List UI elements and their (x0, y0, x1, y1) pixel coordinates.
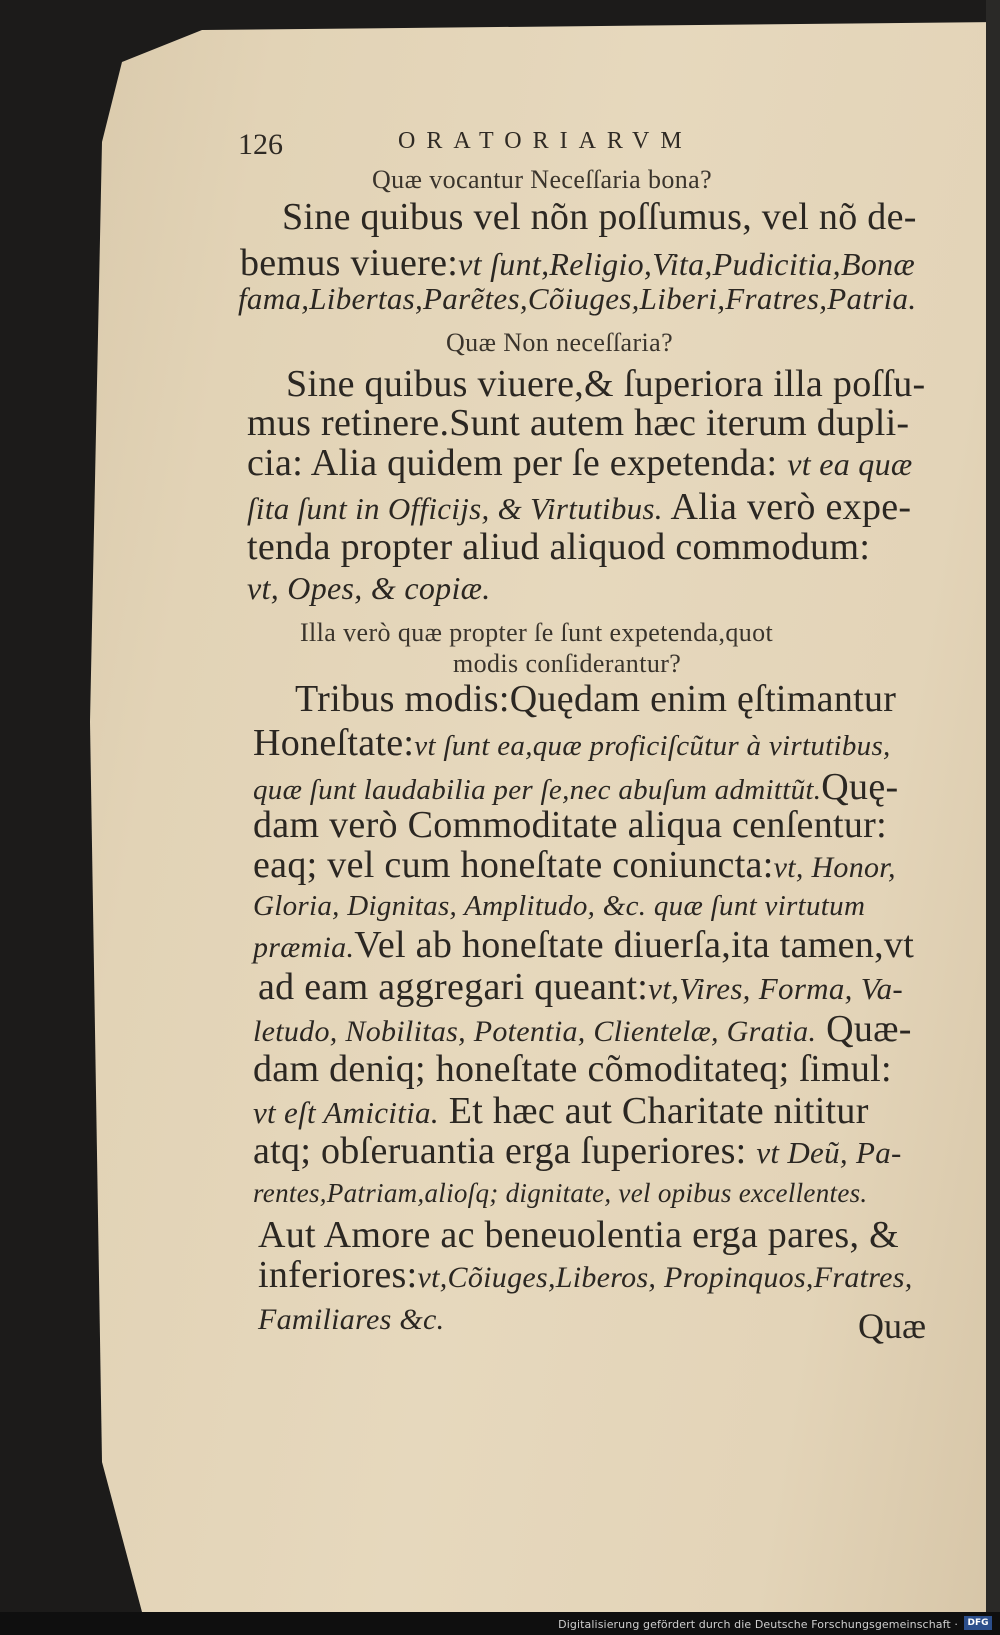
text-line (258, 1256, 970, 1294)
text-span-italic: vt,Cõiuges,Liberos, Propinquos,Fratres, (417, 1261, 913, 1294)
text-span: eaq; vel cum honeſtate coniuncta: (253, 844, 774, 886)
text-line (253, 1010, 965, 1048)
text-line (247, 444, 959, 482)
text-line: dam verò Commoditate aliqua cenſentur: (253, 804, 887, 846)
text-span-italic: vt ſunt,Religio,Vita,Pudicitia,Bonæ (458, 246, 916, 282)
text-span: ad eam aggregari queant: (258, 966, 649, 1008)
text-span-italic: vt eſt Amicitia. (253, 1095, 439, 1130)
text-span-italic: præmia. (253, 931, 355, 964)
page-number: 126 (238, 128, 283, 161)
text-span: Quæ- (826, 1008, 912, 1050)
catchword: Quæ (858, 1306, 927, 1346)
text-line: rentes,Patriam,alioſq; dignitate, vel opibus excellentes. (253, 1178, 868, 1208)
text-line: dam deniq; honeſtate cõmoditateq; ſimul: (253, 1048, 892, 1090)
text-span-italic: ſita ſunt in Officijs, & Virtutibus. (247, 491, 663, 526)
text-line (253, 926, 965, 964)
text-span-italic: letudo, Nobilitas, Potentia, Clientelæ, Gratia. (253, 1015, 817, 1048)
text-line (240, 244, 952, 282)
text-line: Aut Amore ac beneuolentia erga pares, & (258, 1214, 899, 1256)
text-span: atq; obſeruantia erga ſuperiores: (253, 1130, 747, 1172)
text-span: bemus viuere: (240, 242, 459, 284)
binding-edge (986, 0, 1000, 1635)
text-span-italic: vt ea quæ (787, 446, 913, 482)
text-span: Alia verò expe- (670, 486, 912, 528)
dfg-logo: DFG (964, 1616, 992, 1630)
text-span-italic: vt,Vires, Forma, Va- (648, 971, 903, 1006)
text-line (253, 724, 965, 762)
question-3-cont: modis conſiderantur? (453, 649, 682, 678)
text-line (253, 1092, 965, 1130)
text-line (253, 1132, 965, 1170)
text-line: Tribus modis:Quędam enim ęſtimantur (295, 678, 897, 720)
text-line (253, 846, 965, 884)
question-3: Illa verò quæ propter ſe ſunt expetenda,quot (300, 618, 774, 647)
running-head: ORATORIARVM (398, 128, 693, 154)
text-line: mus retinere.Sunt autem hæc iterum dupli- (247, 402, 910, 444)
text-line (247, 488, 959, 526)
text-span-italic: vt Deũ, Pa- (756, 1135, 902, 1170)
text-line: fama,Libertas,Parẽtes,Cõiuges,Liberi,Fratres,Patria. (238, 281, 917, 316)
text-line: vt, Opes, & copiæ. (247, 570, 491, 606)
text-span-italic: vt, Honor, (773, 851, 896, 884)
text-span: Vel ab honeſtate diuerſa,ita tamen,vt (354, 924, 915, 966)
question-2: Quæ Non neceſſaria? (446, 328, 674, 357)
text-span-italic: quæ ſunt laudabilia per ſe,nec abuſum admittũt. (253, 774, 822, 806)
text-line: Sine quibus viuere,& ſuperiora illa poſſu- (286, 363, 926, 405)
text-line (253, 768, 965, 806)
digitization-credit: Digitalisierung gefördert durch die Deutsche Forschungsgemeinschaft · (558, 1618, 958, 1631)
text-span: cia: Alia quidem per ſe expetenda: (247, 442, 778, 484)
text-line: Familiares &c. (258, 1303, 445, 1336)
text-span: Et hæc aut Charitate nititur (448, 1090, 869, 1132)
text-span: Quę- (821, 766, 899, 808)
text-line: Sine quibus vel nõn poſſumus, vel nõ de- (282, 196, 917, 238)
text-span: Honeſtate: (253, 722, 415, 764)
text-line: tenda propter aliud aliquod commodum: (247, 526, 871, 568)
text-line: Gloria, Dignitas, Amplitudo, &c. quæ ſunt virtutum (253, 890, 866, 922)
question-1: Quæ vocantur Neceſſaria bona? (372, 165, 713, 194)
text-span: inferiores: (258, 1254, 418, 1296)
text-line (258, 968, 970, 1006)
text-span-italic: vt ſunt ea,quæ proficiſcũtur à virtutibus, (414, 730, 891, 762)
